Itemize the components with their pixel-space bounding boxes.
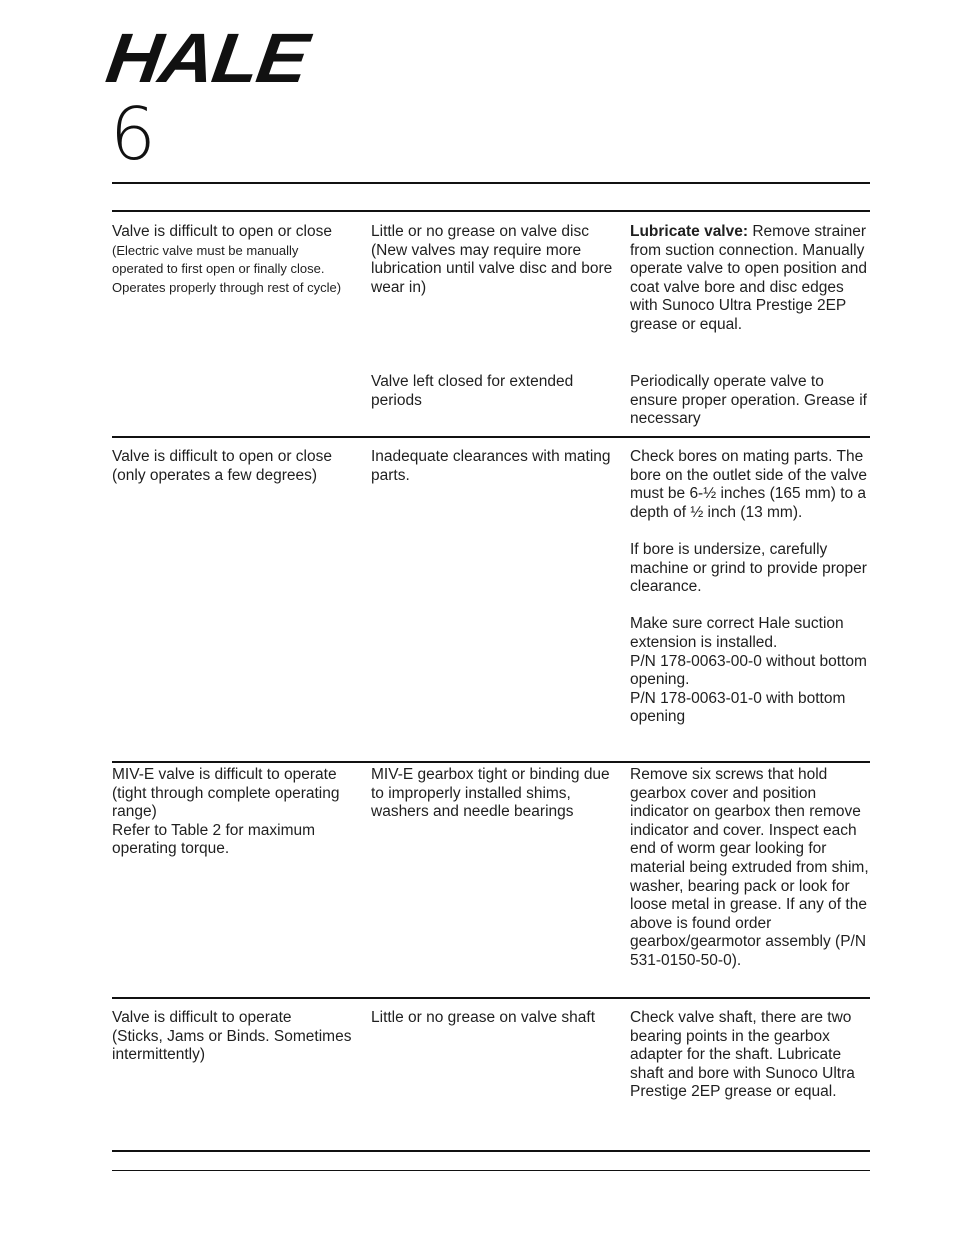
cause-text: Little or no grease on valve shaft xyxy=(371,1009,596,1026)
symptom-cell xyxy=(112,448,352,485)
cause-text: Little or no grease on valve disc (New valves may require more lubrication until valve disc and bore wear in) xyxy=(371,223,613,296)
remedy-cell xyxy=(630,448,872,727)
remedy-text: Check bores on mating parts. The bore on the outlet side of the valve must be 6-½ inches (165 mm) to a depth of ½ inch (13 mm). xyxy=(630,448,867,521)
cause-text: Valve left closed for extended periods xyxy=(371,373,574,409)
remedy-text: Periodically operate valve to ensure proper operation. Grease if necessary xyxy=(630,373,867,428)
symptom-text: Valve is difficult to open or close xyxy=(112,448,332,465)
cause-cell xyxy=(371,373,617,410)
remedy-cell xyxy=(630,766,872,971)
remedy-cell xyxy=(630,223,872,335)
cause-cell xyxy=(371,1009,617,1028)
header-rule xyxy=(112,182,870,184)
remedy-heading: Lubricate valve: xyxy=(630,223,749,240)
symptom-note: (only operates a few degrees) xyxy=(112,466,318,484)
symptom-text: Valve is difficult to operate xyxy=(112,1009,292,1026)
remedy-text: If bore is undersize, carefully machine or grind to provide proper clearance. xyxy=(630,540,867,596)
cause-text: Inadequate clearances with mating parts. xyxy=(371,448,611,484)
footer-rule xyxy=(112,1170,870,1171)
cause-cell xyxy=(371,766,617,822)
symptom-note: (Electric valve must be manually operated to first open or finally close. Operates properly through rest of cycle) xyxy=(112,242,342,295)
row-divider xyxy=(112,436,870,438)
symptom-note: Refer to Table 2 for maximum operating torque. xyxy=(112,821,316,858)
symptom-text: Valve is difficult to open or close xyxy=(112,223,332,240)
symptom-note: (Sticks, Jams or Binds. Sometimes intermittently) xyxy=(112,1027,352,1064)
remedy-text: Make sure correct Hale suction extension is installed. xyxy=(630,615,844,651)
page-number: 6 xyxy=(110,92,156,176)
cause-cell xyxy=(371,223,617,297)
symptom-text: MIV-E valve is difficult to operate xyxy=(112,766,337,783)
table-top-rule xyxy=(112,210,870,212)
symptom-note: (tight through complete operating range) xyxy=(112,784,340,821)
table-bottom-rule xyxy=(112,1150,870,1152)
symptom-cell xyxy=(112,223,352,297)
row-divider xyxy=(112,997,870,999)
symptom-cell xyxy=(112,766,352,859)
remedy-text: Remove strainer from suction connection. Manually operate valve to open position and coat valve bore and disc edges with Sunoco Ultra Prestige 2EP grease or equal. xyxy=(630,223,867,333)
remedy-cell xyxy=(630,1009,872,1102)
remedy-text: Remove six screws that hold gearbox cover and position indicator on gearbox then remove indicator and cover. Inspect each end of worm gear looking for material being extruded from shim, washer, bearing pack or look for loose metal in grease. If any of the above is found order gearbox/gearmotor assembly (P/N 531-0150-50-0). xyxy=(630,766,869,969)
part-number: P/N 178-0063-00-0 without bottom opening. xyxy=(630,652,867,689)
remedy-text: Check valve shaft, there are two bearing points in the gearbox adapter for the shaft. Lubricate shaft and bore with Sunoco Ultra Prestige 2EP grease or equal. xyxy=(630,1009,855,1101)
hale-logo: HALE xyxy=(101,19,312,98)
remedy-cell xyxy=(630,373,872,429)
row-divider xyxy=(112,761,870,763)
symptom-cell xyxy=(112,1009,352,1065)
cause-text: MIV-E gearbox tight or binding due to improperly installed shims, washers and needle bearings xyxy=(371,766,610,821)
part-number: P/N 178-0063-01-0 with bottom opening xyxy=(630,689,846,726)
cause-cell xyxy=(371,448,617,485)
